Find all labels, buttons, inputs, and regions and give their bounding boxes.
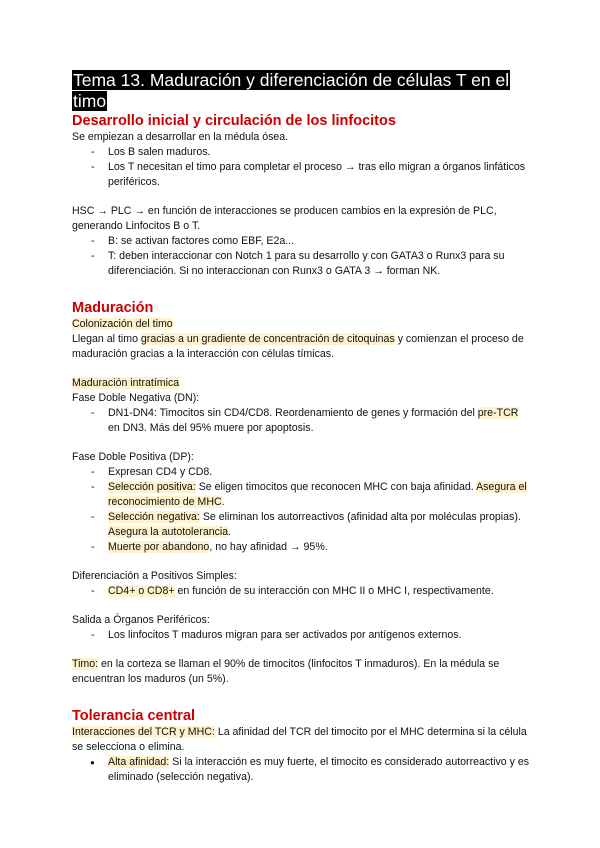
text-run: DN1-DN4: Timocitos sin CD4/CD8. Reordenamiento de genes y formación del — [108, 407, 478, 419]
text-run: Si la interacción es muy fuerte, el timocito es considerado autorreactivo y es eliminado (selección negativa). — [108, 756, 530, 783]
list-item: - Los linfocitos T maduros migran para ser activados por antígenos externos. — [72, 628, 532, 643]
text-run: La afinidad del TCR del timocito por el MHC determina si la célula se selecciona o elimina. — [72, 726, 527, 753]
subheading — [72, 376, 532, 391]
text-run: Se eligen timocitos que reconocen MHC con baja afinidad. — [195, 481, 477, 493]
text-run: en DN3. Más del 95% muere por apoptosis. — [108, 422, 314, 434]
paragraph — [72, 332, 532, 362]
text-run: . — [228, 526, 232, 538]
text-run: y comienzan el proceso de maduración gracias a la interacción con células tímicas. — [72, 333, 524, 360]
bullet-list — [72, 406, 532, 436]
paragraph: Se empiezan a desarrollar en la médula ósea. — [72, 131, 289, 143]
highlight: Colonización del timo — [72, 318, 173, 330]
highlight: pre-TCR — [477, 407, 519, 419]
title-line-2: timo — [73, 91, 107, 111]
document-page — [72, 70, 532, 785]
text-run: . — [221, 496, 225, 508]
paragraph: HSC → PLC → en función de interacciones se producen cambios en la expresión de PLC, generando Linfocitos B o T. — [72, 205, 497, 232]
highlight: Maduración intratímica — [72, 377, 180, 389]
text-run: Se eliminan los autorreactivos (afinidad alta por moléculas propias). — [199, 511, 521, 523]
list-item: - Expresan CD4 y CD8. — [72, 465, 532, 480]
highlight: Asegura el reconocimiento de MHC — [108, 481, 527, 508]
text-run: en la corteza se llaman el 90% de timocitos (linfocitos T inmaduros). En la médula se encuentran los maduros (un 5%). — [72, 658, 500, 685]
subheading — [72, 317, 532, 332]
bullet-list — [72, 145, 532, 190]
highlight: gracias a un gradiente de concentración de citoquinas — [140, 333, 395, 345]
section-heading-desarrollo: Desarrollo inicial y circulación de los linfocitos — [72, 113, 396, 129]
bullet-list — [72, 465, 532, 555]
list-item — [72, 510, 532, 540]
text-run: , no hay afinidad → 95%. — [209, 541, 328, 553]
paragraph: Fase Doble Negativa (DN): — [72, 392, 200, 404]
highlight: Asegura la autotolerancia — [108, 526, 229, 538]
highlight: Selección positiva: — [108, 481, 196, 493]
text-run: Llegan al timo — [72, 333, 141, 345]
highlight: Alta afinidad: — [108, 756, 170, 768]
list-item: - B: se activan factores como EBF, E2a... — [72, 234, 532, 249]
highlight: Muerte por abandono — [108, 541, 210, 553]
highlight: Selección negativa: — [108, 511, 200, 523]
paragraph — [72, 657, 532, 687]
list-item — [72, 584, 532, 599]
list-item — [72, 480, 532, 510]
list-item: - Los B salen maduros. — [72, 145, 532, 160]
list-item — [72, 755, 532, 785]
title-line-1: Tema 13. Maduración y diferenciación de células T en el — [73, 70, 510, 90]
bullet-list — [72, 628, 532, 643]
paragraph: Fase Doble Positiva (DP): — [72, 451, 194, 463]
paragraph — [72, 725, 532, 755]
highlight: Interacciones del TCR y MHC: — [72, 726, 215, 738]
list-item: - T: deben interaccionar con Notch 1 para su desarrollo y con GATA3 o Runx3 para su diferenciación. Si no interaccionan con Runx3 o GATA 3 → forman NK. — [72, 249, 532, 279]
list-item: - Los T necesitan el timo para completar el proceso → tras ello migran a órganos linfáticos periféricos. — [72, 160, 532, 190]
bullet-list — [72, 755, 532, 785]
list-item — [72, 406, 532, 436]
highlight: Timo: — [72, 658, 99, 670]
section-heading-maduracion: Maduración — [72, 300, 154, 316]
highlight: CD4+ o CD8+ — [108, 585, 175, 597]
bullet-list — [72, 584, 532, 599]
text-run: en función de su interacción con MHC II o MHC I, respectivamente. — [174, 585, 494, 597]
page-title — [72, 70, 532, 112]
list-item — [72, 540, 532, 555]
section-heading-tolerancia: Tolerancia central — [72, 708, 196, 724]
paragraph: Salida a Órganos Periféricos: — [72, 614, 210, 626]
paragraph: Diferenciación a Positivos Simples: — [72, 570, 237, 582]
bullet-list — [72, 234, 532, 279]
